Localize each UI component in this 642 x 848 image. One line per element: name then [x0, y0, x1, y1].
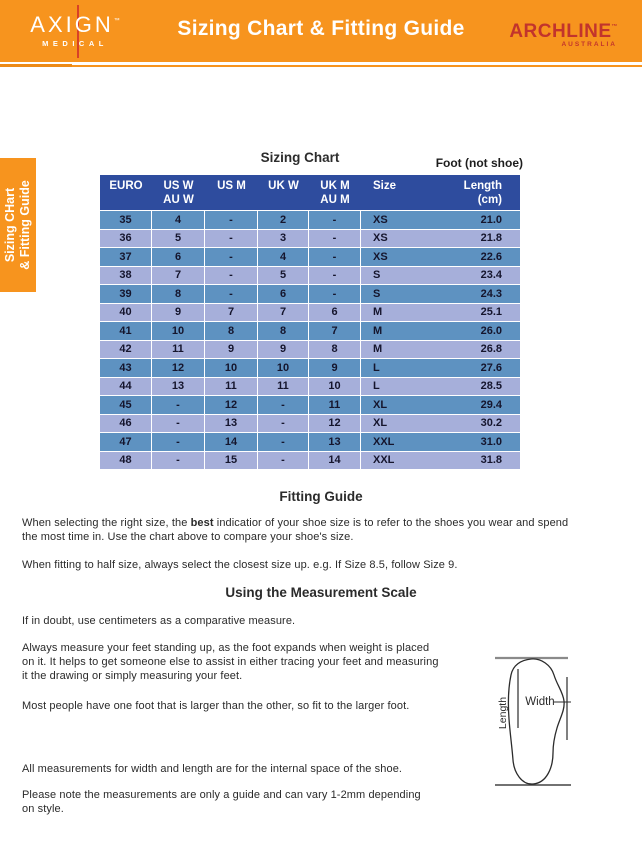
table-cell: 10 — [152, 322, 205, 340]
table-row — [100, 359, 520, 378]
side-tab-line1: Sizing CHart — [3, 187, 17, 263]
table-cell: 11 — [152, 341, 205, 359]
table-row — [100, 396, 520, 415]
side-tab-line2: & Fitting Guide — [18, 180, 32, 270]
table-cell: 14 — [309, 452, 361, 470]
table-cell: 12 — [205, 396, 258, 414]
column-header-size: Size — [373, 180, 397, 192]
table-header-row — [100, 175, 520, 211]
column-header-length: Length (cm) — [463, 180, 502, 206]
table-cell: 23.4 — [480, 269, 502, 282]
table-cell: 15 — [205, 452, 258, 470]
table-cell: - — [258, 452, 309, 470]
table-cell: XL — [373, 398, 388, 411]
table-row — [100, 415, 520, 434]
table-cell: 35 — [100, 211, 152, 229]
table-cell: - — [152, 452, 205, 470]
column-header-uk-m: UK M AU M — [320, 180, 350, 206]
table-cell: 26.8 — [480, 343, 502, 356]
table-cell: - — [258, 396, 309, 414]
table-cell: - — [309, 211, 361, 229]
table-cell: 7 — [309, 322, 361, 340]
paragraph-bold-text: best — [190, 517, 214, 529]
table-cell: - — [152, 415, 205, 433]
table-cell: 48 — [100, 452, 152, 470]
table-cell: 3 — [258, 230, 309, 248]
column-header-us-m: US M — [217, 180, 246, 192]
table-cell: 12 — [152, 359, 205, 377]
paragraph-text: indicatior of your shoe size is to refer to the shoes you wear and spend — [213, 517, 569, 529]
table-cell: XXL — [373, 454, 395, 467]
table-row — [100, 341, 520, 360]
table-cell: 9 — [258, 341, 309, 359]
table-cell: 5 — [258, 267, 309, 285]
table-row — [100, 452, 520, 471]
table-cell: 8 — [258, 322, 309, 340]
archline-logo-name — [509, 17, 618, 42]
table-cell: 8 — [309, 341, 361, 359]
side-tab-sizing-chart — [0, 158, 36, 292]
table-cell: 10 — [258, 359, 309, 377]
table-cell: M — [373, 306, 383, 319]
table-cell: 39 — [100, 285, 152, 303]
table-cell: 24.3 — [480, 287, 502, 300]
table-cell: 6 — [152, 248, 205, 266]
paragraph-line: Please note the measurements are only a guide and can vary 1-2mm depending — [22, 789, 421, 801]
table-row — [100, 304, 520, 323]
paragraph-text: the most time in. Use the chart above to compare your shoe's size. — [22, 531, 354, 543]
archline-logo — [509, 17, 618, 48]
paragraph-line: Always measure your feet standing up, as the foot expands when weight is placed — [22, 642, 430, 654]
table-cell: 6 — [309, 304, 361, 322]
table-cell: 14 — [205, 433, 258, 451]
table-cell: 7 — [205, 304, 258, 322]
table-body — [100, 211, 520, 470]
table-cell: 42 — [100, 341, 152, 359]
table-cell: 30.2 — [480, 417, 502, 430]
table-cell: 31.0 — [480, 435, 502, 448]
table-cell: 12 — [309, 415, 361, 433]
table-cell: 9 — [152, 304, 205, 322]
sizing-table — [100, 175, 520, 470]
trademark-symbol: ™ — [611, 24, 618, 30]
table-cell: 46 — [100, 415, 152, 433]
table-cell: 45 — [100, 396, 152, 414]
header-divider-accent — [0, 64, 72, 67]
table-cell: L — [373, 380, 380, 393]
width-label: Width — [525, 696, 555, 708]
page-title: Sizing Chart & Fitting Guide — [177, 17, 465, 40]
table-cell: - — [309, 285, 361, 303]
archline-logo-text: ARCHLINE — [509, 21, 612, 42]
column-header-euro: EURO — [109, 180, 143, 192]
foot-not-shoe-label: Foot (not shoe) — [435, 156, 523, 170]
table-cell: XS — [373, 213, 388, 226]
table-cell: XXL — [373, 435, 395, 448]
table-cell: 5 — [152, 230, 205, 248]
paragraph-line: on it. It helps to get someone else to assist in either tracing your feet and measuring — [22, 656, 439, 668]
table-row — [100, 433, 520, 452]
table-row — [100, 211, 520, 230]
table-cell: M — [373, 324, 383, 337]
foot-outline — [508, 659, 564, 784]
table-cell: 29.4 — [480, 398, 502, 411]
table-cell: 10 — [309, 378, 361, 396]
table-cell: XS — [373, 250, 388, 263]
fitting-guide-paragraph-1 — [22, 516, 622, 544]
table-cell: - — [205, 211, 258, 229]
table-cell: 40 — [100, 304, 152, 322]
table-cell: 9 — [205, 341, 258, 359]
axign-logo-text: AXIGN — [30, 12, 114, 37]
table-cell: S — [373, 287, 381, 300]
table-cell: XS — [373, 232, 388, 245]
trademark-symbol: ™ — [113, 18, 120, 24]
table-cell: - — [152, 396, 205, 414]
table-cell: 4 — [152, 211, 205, 229]
table-cell: - — [258, 433, 309, 451]
table-cell: 7 — [258, 304, 309, 322]
measurement-paragraph-1: If in doubt, use centimeters as a comparative measure. — [22, 615, 296, 627]
measurement-paragraph-3: Most people have one foot that is larger than the other, so fit to the larger foot. — [22, 700, 410, 712]
table-cell: 9 — [309, 359, 361, 377]
table-cell: 31.8 — [480, 454, 502, 467]
table-cell: 13 — [309, 433, 361, 451]
table-cell: 41 — [100, 322, 152, 340]
paragraph-text: When selecting the right size, the — [22, 517, 191, 529]
table-row — [100, 285, 520, 304]
table-cell: 8 — [205, 322, 258, 340]
table-cell: 6 — [258, 285, 309, 303]
table-cell: 26.0 — [480, 324, 502, 337]
axign-logo-subtext: MEDICAL — [42, 39, 108, 48]
fitting-guide-paragraph-2: When fitting to half size, always select the closest size up. e.g. If Size 8.5, follow Size 9. — [22, 559, 458, 571]
column-header-uk-w: UK W — [268, 180, 299, 192]
table-cell: - — [309, 267, 361, 285]
table-cell: S — [373, 269, 381, 282]
table-cell: L — [373, 361, 380, 374]
table-cell: 25.1 — [480, 306, 502, 319]
sizing-chart-title: Sizing Chart — [260, 150, 340, 165]
table-cell: 28.5 — [480, 380, 502, 393]
header-divider — [0, 65, 642, 67]
table-cell: 21.8 — [480, 232, 502, 245]
table-cell: 7 — [152, 267, 205, 285]
table-cell: 10 — [205, 359, 258, 377]
side-tab-label — [3, 180, 33, 270]
length-label: Length — [497, 696, 509, 730]
measurement-paragraph-2 — [22, 641, 482, 683]
table-cell: M — [373, 343, 383, 356]
archline-logo-subtext: AUSTRALIA — [561, 41, 617, 48]
table-cell: 47 — [100, 433, 152, 451]
paragraph-line: it the drawing or simply measuring your feet. — [22, 670, 243, 682]
table-cell: 13 — [152, 378, 205, 396]
table-cell: 27.6 — [480, 361, 502, 374]
column-header-us-w: US W AU W — [163, 180, 194, 206]
table-cell: - — [205, 285, 258, 303]
table-cell: 13 — [205, 415, 258, 433]
table-cell: 38 — [100, 267, 152, 285]
header-banner — [0, 0, 642, 62]
table-cell: 4 — [258, 248, 309, 266]
table-cell: 43 — [100, 359, 152, 377]
table-cell: - — [152, 433, 205, 451]
table-cell: - — [309, 230, 361, 248]
table-row — [100, 248, 520, 267]
table-cell: XL — [373, 417, 388, 430]
table-cell: 22.6 — [480, 250, 502, 263]
table-cell: - — [205, 230, 258, 248]
table-cell: - — [205, 267, 258, 285]
table-cell: 36 — [100, 230, 152, 248]
paragraph-line: on style. — [22, 803, 64, 815]
table-cell: 11 — [309, 396, 361, 414]
fitting-guide-heading: Fitting Guide — [279, 489, 363, 504]
table-row — [100, 267, 520, 286]
table-cell: 8 — [152, 285, 205, 303]
table-cell: 44 — [100, 378, 152, 396]
table-cell: - — [258, 415, 309, 433]
foot-outline-diagram — [483, 644, 593, 794]
table-row — [100, 230, 520, 249]
table-row — [100, 378, 520, 397]
table-cell: 21.0 — [480, 213, 502, 226]
measurement-paragraph-4: All measurements for width and length are for the internal space of the shoe. — [22, 763, 403, 775]
table-cell: 11 — [205, 378, 258, 396]
table-cell: - — [205, 248, 258, 266]
table-cell: 2 — [258, 211, 309, 229]
measurement-scale-heading: Using the Measurement Scale — [225, 585, 417, 600]
table-cell: 37 — [100, 248, 152, 266]
measurement-paragraph-5 — [22, 788, 492, 816]
table-row — [100, 322, 520, 341]
table-cell: 11 — [258, 378, 309, 396]
table-cell: - — [309, 248, 361, 266]
